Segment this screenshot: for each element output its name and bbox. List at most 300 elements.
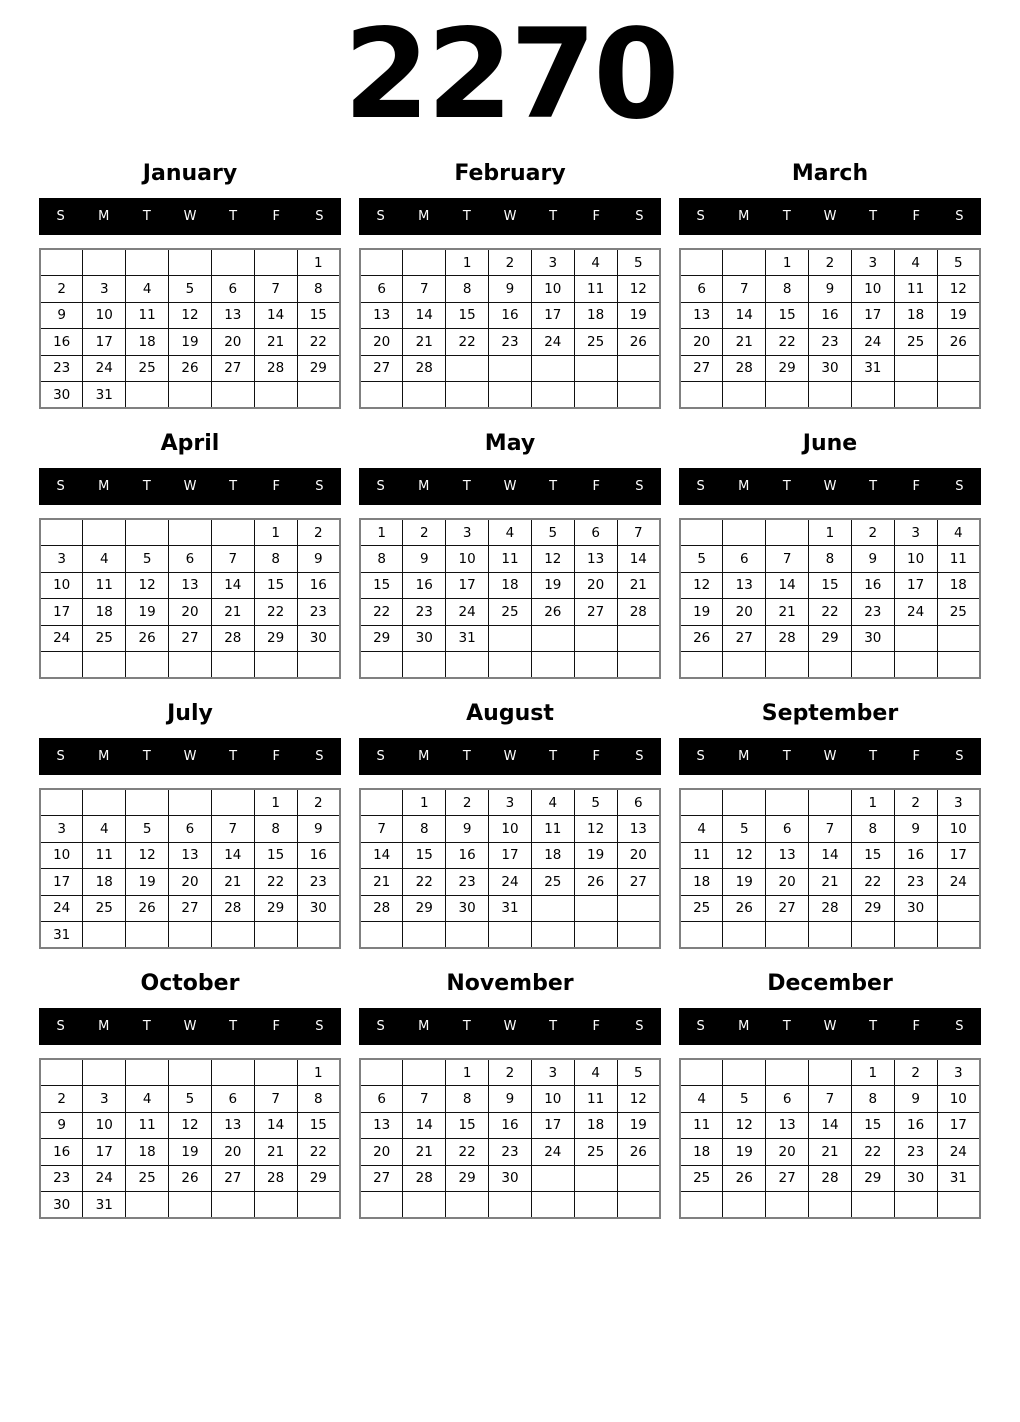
empty-day-cell	[851, 922, 894, 949]
empty-day-cell	[574, 355, 617, 382]
day-cell: 20	[360, 329, 403, 356]
day-cell: 27	[211, 355, 254, 382]
weekday-label: F	[592, 209, 601, 225]
weekday-label: W	[823, 209, 837, 225]
empty-day-cell	[446, 355, 489, 382]
day-cell: 8	[809, 546, 852, 573]
day-cell: 4	[574, 1059, 617, 1086]
week-row	[360, 1059, 660, 1086]
empty-day-cell	[403, 249, 446, 276]
day-cell: 19	[723, 1139, 766, 1166]
empty-day-cell	[531, 382, 574, 409]
day-cell: 13	[617, 816, 660, 843]
weekday-header	[359, 1008, 661, 1045]
empty-day-cell	[574, 652, 617, 679]
empty-day-cell	[809, 382, 852, 409]
day-cell: 16	[894, 1112, 937, 1139]
day-cell: 22	[446, 1139, 489, 1166]
day-cell: 2	[851, 519, 894, 546]
empty-day-cell	[851, 1192, 894, 1219]
day-cell: 24	[937, 869, 980, 896]
weekday-header	[39, 198, 341, 235]
empty-day-cell	[40, 652, 83, 679]
day-cell: 13	[360, 1112, 403, 1139]
week-row	[40, 869, 340, 896]
day-cell: 30	[809, 355, 852, 382]
empty-day-cell	[360, 382, 403, 409]
week-row	[360, 789, 660, 816]
empty-day-cell	[574, 922, 617, 949]
empty-day-cell	[723, 922, 766, 949]
day-cell: 16	[403, 572, 446, 599]
day-cell: 20	[360, 1139, 403, 1166]
empty-day-cell	[169, 1192, 212, 1219]
day-cell: 24	[851, 329, 894, 356]
day-cell: 8	[851, 816, 894, 843]
day-cell: 5	[126, 816, 169, 843]
empty-day-cell	[403, 382, 446, 409]
day-cell: 10	[83, 1112, 126, 1139]
week-row	[40, 329, 340, 356]
day-cell: 30	[40, 1192, 83, 1219]
empty-day-cell	[489, 1192, 532, 1219]
day-cell: 19	[126, 599, 169, 626]
day-cell: 13	[680, 302, 723, 329]
day-cell: 16	[851, 572, 894, 599]
weekday-label: W	[183, 209, 197, 225]
empty-day-cell	[83, 922, 126, 949]
day-cell: 10	[937, 816, 980, 843]
week-row	[680, 572, 980, 599]
day-grid	[359, 1058, 661, 1219]
day-cell: 31	[40, 922, 83, 949]
day-grid	[679, 1058, 981, 1219]
empty-day-cell	[723, 519, 766, 546]
month-title: January	[142, 161, 238, 187]
day-cell: 27	[766, 895, 809, 922]
weekday-label: M	[98, 749, 110, 765]
day-cell: 8	[446, 276, 489, 303]
day-cell: 14	[766, 572, 809, 599]
weekday-label: S	[696, 479, 705, 495]
day-cell: 10	[937, 1086, 980, 1113]
day-cell: 19	[169, 1139, 212, 1166]
day-cell: 1	[297, 249, 340, 276]
day-cell: 26	[723, 1165, 766, 1192]
weekday-label: M	[738, 749, 750, 765]
week-row	[680, 869, 980, 896]
day-cell: 14	[403, 302, 446, 329]
day-cell: 12	[169, 1112, 212, 1139]
day-cell: 5	[937, 249, 980, 276]
day-cell: 30	[297, 895, 340, 922]
week-row	[40, 1139, 340, 1166]
weekday-label: T	[549, 749, 558, 765]
day-cell: 4	[126, 276, 169, 303]
day-cell: 6	[766, 1086, 809, 1113]
day-cell: 23	[809, 329, 852, 356]
empty-day-cell	[403, 1192, 446, 1219]
empty-day-cell	[680, 519, 723, 546]
empty-day-cell	[126, 382, 169, 409]
week-row	[360, 302, 660, 329]
day-cell: 20	[617, 842, 660, 869]
empty-day-cell	[574, 895, 617, 922]
empty-day-cell	[680, 922, 723, 949]
day-cell: 21	[211, 869, 254, 896]
empty-day-cell	[211, 249, 254, 276]
weekday-label: W	[503, 749, 517, 765]
empty-day-cell	[723, 249, 766, 276]
day-cell: 5	[680, 546, 723, 573]
day-cell: 6	[169, 546, 212, 573]
day-cell: 5	[617, 249, 660, 276]
day-cell: 26	[126, 625, 169, 652]
weekday-label: T	[869, 749, 878, 765]
day-cell: 17	[40, 869, 83, 896]
weekday-label: T	[782, 749, 791, 765]
day-cell: 9	[297, 546, 340, 573]
weekday-label: S	[376, 1019, 385, 1035]
empty-day-cell	[766, 1192, 809, 1219]
weekday-label: M	[738, 1019, 750, 1035]
month-block	[39, 700, 341, 949]
empty-day-cell	[766, 652, 809, 679]
empty-day-cell	[894, 652, 937, 679]
weekday-label: T	[549, 209, 558, 225]
week-row	[680, 842, 980, 869]
day-cell: 17	[531, 1112, 574, 1139]
day-cell: 25	[83, 895, 126, 922]
empty-day-cell	[126, 249, 169, 276]
weekday-label: M	[418, 479, 430, 495]
day-cell: 2	[894, 789, 937, 816]
empty-day-cell	[680, 382, 723, 409]
day-cell: 7	[809, 816, 852, 843]
weekday-label: S	[376, 209, 385, 225]
week-row	[360, 519, 660, 546]
week-row	[680, 355, 980, 382]
weekday-label: S	[56, 749, 65, 765]
empty-day-cell	[211, 1192, 254, 1219]
empty-day-cell	[617, 652, 660, 679]
day-cell: 1	[851, 1059, 894, 1086]
weekday-label: S	[376, 479, 385, 495]
day-cell: 22	[403, 869, 446, 896]
day-cell: 18	[126, 329, 169, 356]
day-cell: 5	[169, 276, 212, 303]
weekday-label: S	[635, 1019, 644, 1035]
day-cell: 21	[403, 1139, 446, 1166]
weekday-label: S	[955, 209, 964, 225]
empty-day-cell	[169, 922, 212, 949]
day-cell: 7	[360, 816, 403, 843]
day-cell: 15	[297, 1112, 340, 1139]
weekday-label: T	[869, 1019, 878, 1035]
week-row	[680, 1139, 980, 1166]
empty-day-cell	[83, 652, 126, 679]
empty-day-cell	[446, 1192, 489, 1219]
day-cell: 10	[40, 572, 83, 599]
day-cell: 1	[403, 789, 446, 816]
day-cell: 22	[766, 329, 809, 356]
empty-day-cell	[126, 1059, 169, 1086]
day-grid	[39, 788, 341, 949]
weekday-label: M	[738, 209, 750, 225]
day-cell: 19	[531, 572, 574, 599]
day-cell: 22	[297, 329, 340, 356]
day-cell: 23	[894, 869, 937, 896]
day-cell: 16	[40, 1139, 83, 1166]
day-cell: 20	[723, 599, 766, 626]
empty-day-cell	[809, 789, 852, 816]
day-cell: 29	[297, 355, 340, 382]
empty-day-cell	[254, 1192, 297, 1219]
day-cell: 11	[126, 302, 169, 329]
day-cell: 25	[126, 1165, 169, 1192]
day-cell: 26	[617, 329, 660, 356]
day-cell: 30	[894, 1165, 937, 1192]
day-cell: 4	[489, 519, 532, 546]
empty-day-cell	[489, 382, 532, 409]
weekday-label: W	[823, 1019, 837, 1035]
week-row	[360, 1086, 660, 1113]
day-cell: 24	[83, 355, 126, 382]
day-cell: 26	[126, 895, 169, 922]
week-row	[680, 1192, 980, 1219]
day-cell: 5	[617, 1059, 660, 1086]
day-cell: 31	[851, 355, 894, 382]
day-cell: 12	[680, 572, 723, 599]
week-row	[40, 276, 340, 303]
day-cell: 11	[489, 546, 532, 573]
day-cell: 7	[211, 546, 254, 573]
week-row	[680, 625, 980, 652]
empty-day-cell	[360, 1059, 403, 1086]
day-cell: 16	[894, 842, 937, 869]
weekday-label: F	[272, 479, 281, 495]
empty-day-cell	[574, 1192, 617, 1219]
day-cell: 8	[254, 546, 297, 573]
empty-day-cell	[723, 1192, 766, 1219]
day-cell: 1	[297, 1059, 340, 1086]
empty-day-cell	[723, 1059, 766, 1086]
day-cell: 3	[937, 789, 980, 816]
empty-day-cell	[894, 625, 937, 652]
day-cell: 20	[169, 599, 212, 626]
empty-day-cell	[169, 519, 212, 546]
week-row	[360, 816, 660, 843]
empty-day-cell	[403, 652, 446, 679]
weekday-label: W	[183, 1019, 197, 1035]
day-cell: 6	[169, 816, 212, 843]
week-row	[360, 329, 660, 356]
day-cell: 4	[574, 249, 617, 276]
week-row	[40, 625, 340, 652]
day-cell: 15	[446, 302, 489, 329]
empty-day-cell	[723, 382, 766, 409]
month-title: May	[484, 431, 536, 457]
empty-day-cell	[40, 249, 83, 276]
day-cell: 3	[531, 1059, 574, 1086]
weekday-label: F	[592, 749, 601, 765]
week-row	[360, 249, 660, 276]
weekday-label: T	[142, 479, 151, 495]
day-cell: 23	[851, 599, 894, 626]
empty-day-cell	[937, 1192, 980, 1219]
day-cell: 16	[489, 302, 532, 329]
day-cell: 23	[297, 869, 340, 896]
day-cell: 2	[403, 519, 446, 546]
month-block	[359, 970, 661, 1219]
day-cell: 25	[937, 599, 980, 626]
day-cell: 27	[169, 625, 212, 652]
day-cell: 15	[403, 842, 446, 869]
day-cell: 18	[531, 842, 574, 869]
day-cell: 1	[446, 249, 489, 276]
month-title: November	[446, 971, 574, 997]
week-row	[680, 599, 980, 626]
empty-day-cell	[254, 652, 297, 679]
day-cell: 10	[489, 816, 532, 843]
day-cell: 10	[851, 276, 894, 303]
day-cell: 7	[254, 276, 297, 303]
empty-day-cell	[40, 519, 83, 546]
day-cell: 7	[766, 546, 809, 573]
weekday-label: T	[869, 479, 878, 495]
week-row	[40, 546, 340, 573]
day-cell: 21	[211, 599, 254, 626]
day-cell: 11	[574, 276, 617, 303]
day-cell: 29	[403, 895, 446, 922]
weekday-label: S	[315, 479, 324, 495]
day-cell: 21	[723, 329, 766, 356]
weekday-label: S	[56, 209, 65, 225]
day-cell: 4	[83, 546, 126, 573]
day-cell: 2	[489, 249, 532, 276]
empty-day-cell	[937, 895, 980, 922]
month-block	[359, 700, 661, 949]
day-cell: 1	[851, 789, 894, 816]
day-cell: 25	[489, 599, 532, 626]
day-cell: 27	[169, 895, 212, 922]
week-row	[680, 1165, 980, 1192]
day-cell: 28	[809, 895, 852, 922]
weekday-label: S	[635, 479, 644, 495]
week-row	[680, 1059, 980, 1086]
weekday-label: T	[229, 479, 238, 495]
month-block	[679, 160, 981, 409]
day-cell: 12	[617, 1086, 660, 1113]
empty-day-cell	[766, 382, 809, 409]
day-cell: 9	[894, 1086, 937, 1113]
day-cell: 11	[574, 1086, 617, 1113]
week-row	[40, 895, 340, 922]
empty-day-cell	[809, 1192, 852, 1219]
weekday-label: T	[549, 1019, 558, 1035]
week-row	[680, 895, 980, 922]
day-cell: 21	[617, 572, 660, 599]
weekday-label: T	[229, 1019, 238, 1035]
empty-day-cell	[894, 922, 937, 949]
day-cell: 26	[937, 329, 980, 356]
empty-day-cell	[126, 519, 169, 546]
empty-day-cell	[169, 249, 212, 276]
day-cell: 14	[809, 1112, 852, 1139]
day-cell: 19	[169, 329, 212, 356]
day-cell: 23	[894, 1139, 937, 1166]
day-cell: 25	[680, 1165, 723, 1192]
day-cell: 31	[937, 1165, 980, 1192]
day-cell: 22	[446, 329, 489, 356]
empty-day-cell	[531, 625, 574, 652]
weekday-label: F	[592, 479, 601, 495]
day-cell: 29	[360, 625, 403, 652]
day-cell: 11	[83, 572, 126, 599]
day-cell: 28	[403, 355, 446, 382]
day-cell: 15	[851, 1112, 894, 1139]
week-row	[680, 922, 980, 949]
day-cell: 28	[360, 895, 403, 922]
day-cell: 27	[723, 625, 766, 652]
weekday-label: S	[955, 479, 964, 495]
day-cell: 28	[254, 1165, 297, 1192]
day-cell: 11	[126, 1112, 169, 1139]
day-cell: 1	[254, 519, 297, 546]
empty-day-cell	[531, 355, 574, 382]
day-cell: 14	[211, 842, 254, 869]
weekday-header	[679, 738, 981, 775]
empty-day-cell	[211, 1059, 254, 1086]
week-row	[40, 355, 340, 382]
empty-day-cell	[254, 922, 297, 949]
empty-day-cell	[446, 382, 489, 409]
week-row	[680, 276, 980, 303]
day-cell: 3	[894, 519, 937, 546]
day-cell: 8	[254, 816, 297, 843]
day-cell: 2	[297, 519, 340, 546]
month-block	[359, 160, 661, 409]
week-row	[680, 816, 980, 843]
day-cell: 2	[297, 789, 340, 816]
empty-day-cell	[617, 355, 660, 382]
day-cell: 7	[403, 276, 446, 303]
weekday-label: S	[315, 749, 324, 765]
empty-day-cell	[680, 789, 723, 816]
weekday-label: T	[782, 479, 791, 495]
day-cell: 5	[723, 816, 766, 843]
empty-day-cell	[360, 922, 403, 949]
weekday-label: M	[418, 209, 430, 225]
day-cell: 16	[446, 842, 489, 869]
day-cell: 31	[446, 625, 489, 652]
week-row	[360, 599, 660, 626]
day-cell: 30	[851, 625, 894, 652]
day-cell: 18	[574, 302, 617, 329]
month-title: October	[140, 971, 240, 997]
empty-day-cell	[723, 789, 766, 816]
day-cell: 25	[531, 869, 574, 896]
day-cell: 25	[83, 625, 126, 652]
weekday-header	[39, 1008, 341, 1045]
day-cell: 31	[83, 1192, 126, 1219]
day-cell: 6	[360, 1086, 403, 1113]
day-cell: 17	[531, 302, 574, 329]
weekday-label: T	[462, 479, 471, 495]
day-cell: 8	[360, 546, 403, 573]
week-row	[360, 869, 660, 896]
day-cell: 4	[531, 789, 574, 816]
